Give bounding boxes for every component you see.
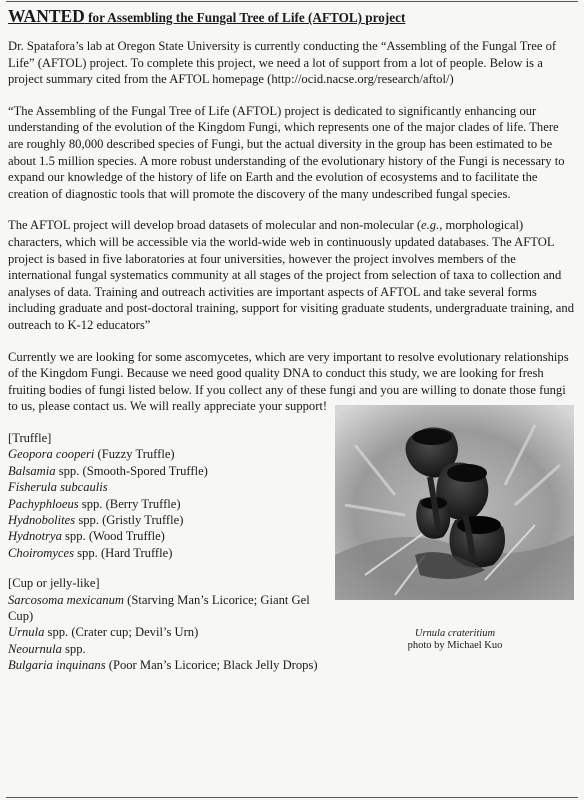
species-list — [8, 430, 368, 674]
caption-credit: photo by Michael Kuo — [407, 640, 503, 652]
lower-section — [8, 430, 574, 730]
list-item: Choiromyces spp. (Hard Truffle) — [8, 545, 173, 560]
photo-caption — [380, 628, 530, 653]
title-rest: for Assembling the Fungal Tree of Life (AFTOL) project — [84, 10, 406, 25]
cup-header: [Cup or jelly-like] — [8, 576, 100, 591]
list-item: Bulgaria inquinans (Poor Man’s Licorice; Black Jelly Drops) — [8, 658, 318, 673]
list-item: Urnula spp. (Crater cup; Devil’s Urn) — [8, 625, 199, 640]
list-item: Fisherula subcaulis — [8, 480, 108, 495]
list-item: Pachyphloeus spp. (Berry Truffle) — [8, 496, 181, 511]
list-item: Hydnotrya spp. (Wood Truffle) — [8, 529, 165, 544]
page-title — [8, 6, 574, 28]
title-wanted: WANTED — [8, 6, 85, 26]
top-rule — [6, 1, 578, 2]
intro-paragraph: Dr. Spatafora’s lab at Oregon State University is currently conducting the “Assembling of the Fungal Tree of Life” (AFTOL) project. To complete this project, we need a lot of support from a lot of people. Below is a project summary cited from the AFTOL homepage (http://ocid.nacse.org/research/aftol/) — [8, 39, 557, 87]
list-item: Hydnobolites spp. (Gristly Truffle) — [8, 512, 184, 527]
list-gap — [8, 561, 368, 575]
request-paragraph: Currently we are looking for some ascomycetes, which are very important to resolve evolutionary relationships of the Kingdom Fungi. Because we need good quality DNA to conduct this study, we are looking for fresh fruiting bodies of fungi listed below. If you collect any of these fungi and you are willing to donate those fungi to us, please contact us. We will really appreciate your support! — [8, 349, 569, 414]
list-item: Geopora cooperi (Fuzzy Truffle) — [8, 447, 175, 462]
fungus-photo — [335, 405, 574, 600]
truffle-header: [Truffle] — [8, 430, 52, 445]
summary-paragraph-1: “The Assembling of the Fungal Tree of Life (AFTOL) project is dedicated to significantly enhancing our understanding of the evolution of the Kingdom Fungi, which represents one of the major clades of life. There are roughly 80,000 described species of Fungi, but the actual diversity in the group has been estimated to be about 1.5 million species. A more robust understanding of the evolutionary history of the Fungi is necessary to expand our knowledge of the history of life on Earth and the evolution of ecosystems and to facilitate the creation of diagnostic tools that will promote the discovery of the many undescribed fungal species. — [8, 103, 565, 201]
caption-species: Urnula crateritium — [414, 627, 496, 639]
list-item: Neournula spp. — [8, 641, 86, 656]
flyer-page — [8, 6, 574, 730]
list-item: Sarcosoma mexicanum (Starving Man’s Licorice; Giant Gel Cup) — [8, 592, 310, 623]
summary-paragraph-2: The AFTOL project will develop broad datasets of molecular and non-molecular (e.g., morphological) characters, which will be accessible via the world-wide web in continuously updated databases. The AFTOL project is based in five laboratories at four universities, however the project involves members of the international fungal systematics community at all stages of the project from selection of taxa to collection and analyses of data. Training and outreach activities are important aspects of AFTOL and take several forms including graduate and post-doctoral training, support for visiting graduate students, undergraduate training, and outreach to K-12 educators” — [8, 218, 574, 332]
bottom-rule — [6, 797, 578, 798]
list-item: Balsamia spp. (Smooth-Spored Truffle) — [8, 463, 208, 478]
